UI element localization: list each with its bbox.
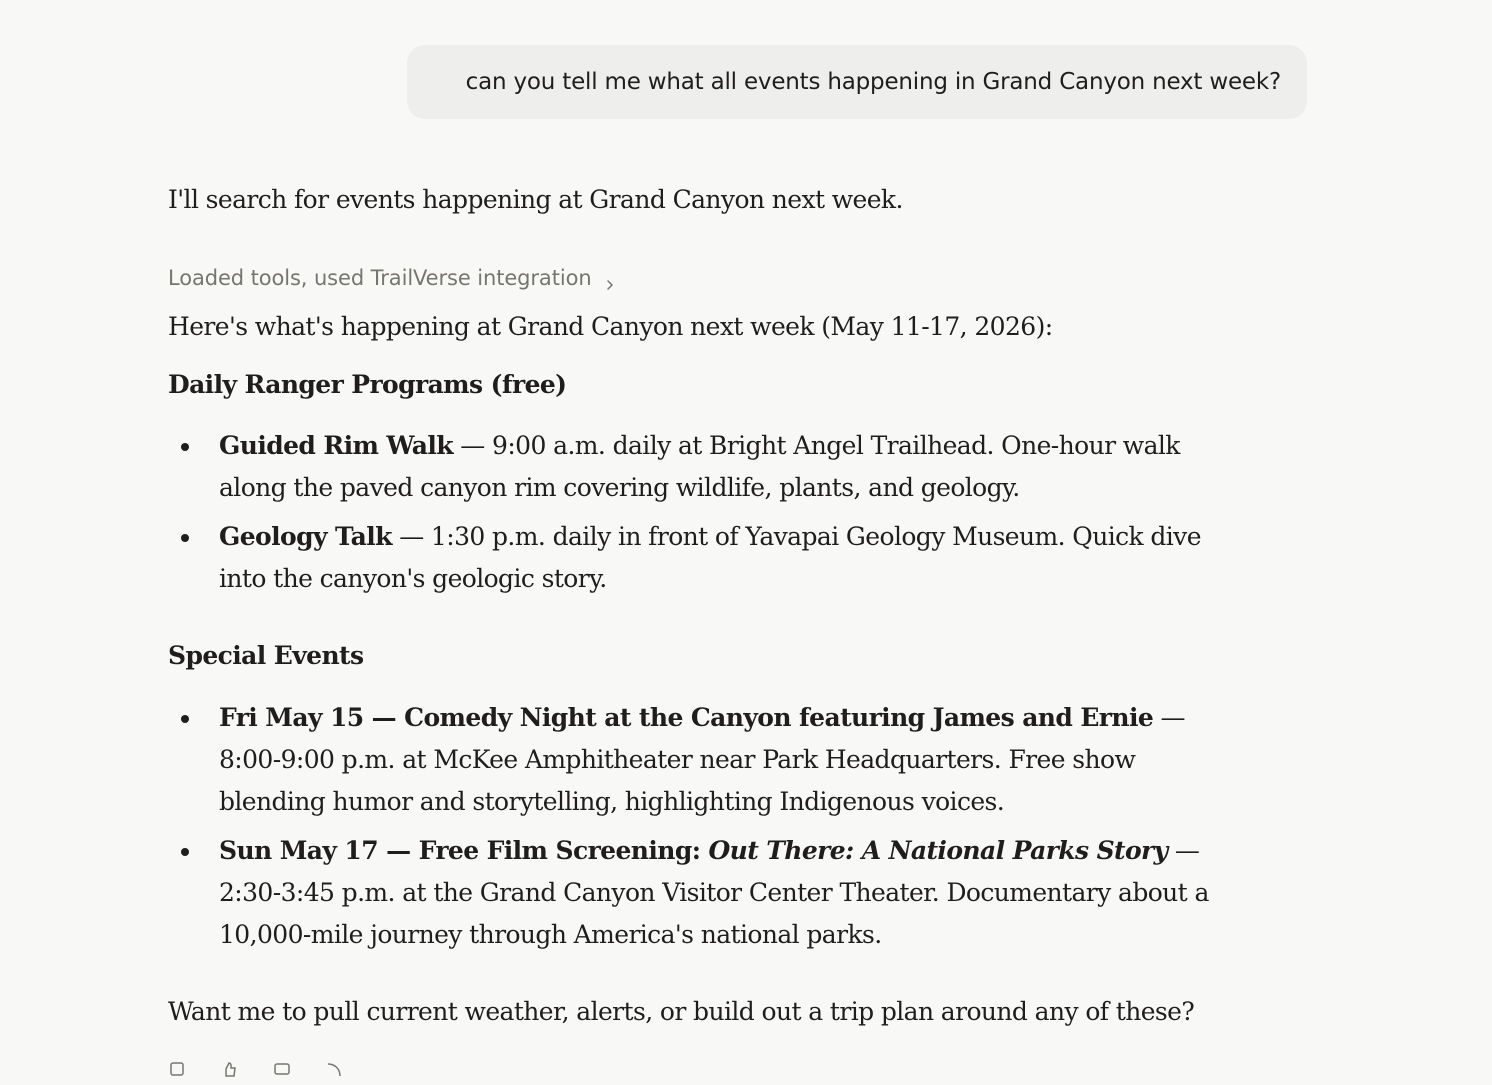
event-name: Geology Talk	[219, 522, 392, 551]
thumbs-down-icon[interactable]	[272, 1060, 292, 1080]
assistant-intro: I'll search for events happening at Grand Canyon next week.	[168, 185, 903, 214]
copy-icon[interactable]	[168, 1060, 188, 1080]
event-name: Fri May 15 — Comedy Night at the Canyon featuring James and Ernie	[219, 703, 1154, 732]
chevron-right-icon	[604, 272, 616, 284]
list-item	[168, 697, 1248, 823]
message-actions	[168, 1060, 344, 1080]
tools-label: Loaded tools, used TrailVerse integration	[168, 266, 592, 290]
section-heading-ranger: Daily Ranger Programs (free)	[168, 370, 567, 399]
user-message-text: can you tell me what all events happening in Grand Canyon next week?	[465, 69, 1281, 95]
user-message-bubble	[407, 45, 1307, 119]
assistant-closing: Want me to pull current weather, alerts, or build out a trip plan around any of these?	[168, 997, 1195, 1026]
section-heading-special: Special Events	[168, 641, 364, 670]
thumbs-up-icon[interactable]	[220, 1060, 240, 1080]
event-details: — 9:00 a.m. daily at Bright Angel Trailhead. One-hour walk along the paved canyon rim covering wildlife, plants, and geology.	[219, 431, 1180, 502]
event-name: Guided Rim Walk	[219, 431, 453, 460]
list-item	[168, 830, 1248, 956]
film-title: Out There: A National Parks Story	[708, 836, 1168, 865]
bullet	[181, 443, 189, 451]
event-details: — 1:30 p.m. daily in front of Yavapai Geology Museum. Quick dive into the canyon's geologic story.	[219, 522, 1201, 593]
event-details: — 8:00-9:00 p.m. at McKee Amphitheater near Park Headquarters. Free show blending humor and storytelling, highlighting Indigenous voices.	[219, 703, 1185, 816]
retry-icon[interactable]	[324, 1060, 344, 1080]
tools-disclosure[interactable]	[168, 266, 616, 290]
assistant-summary: Here's what's happening at Grand Canyon next week (May 11-17, 2026):	[168, 312, 1053, 341]
event-details: — 2:30-3:45 p.m. at the Grand Canyon Visitor Center Theater. Documentary about a 10,000-mile journey through America's national parks.	[219, 836, 1209, 949]
bullet	[181, 715, 189, 723]
list-item	[168, 425, 1248, 509]
list-item	[168, 516, 1248, 600]
bullet	[181, 534, 189, 542]
ranger-programs-list	[168, 425, 1248, 607]
event-name: Sun May 17 — Free Film Screening:	[219, 836, 709, 865]
bullet	[181, 848, 189, 856]
special-events-list	[168, 697, 1248, 963]
